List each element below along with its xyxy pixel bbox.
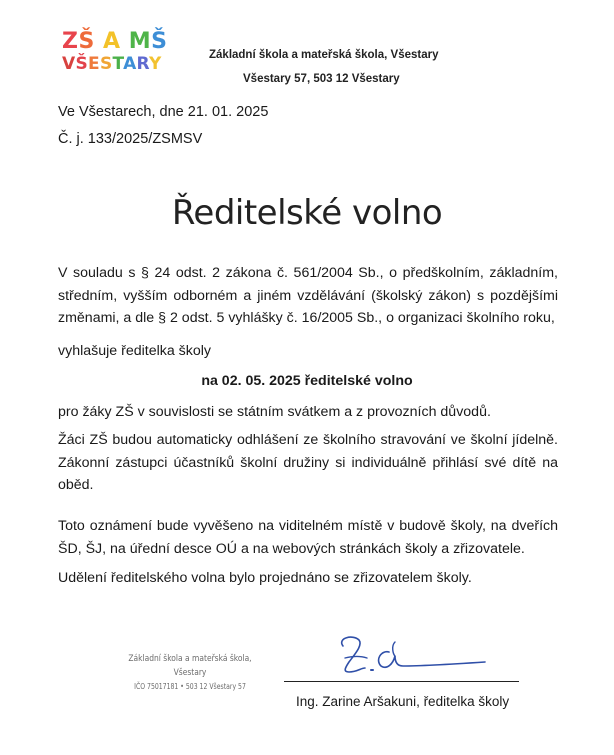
logo-letter: A [123,54,137,74]
logo-letter [121,29,129,54]
logo-letter: Š [151,29,168,54]
logo-letter: M [128,29,152,54]
logo-letter: S [99,54,113,74]
logo-letter: Y [149,54,162,74]
stamp-line-2: Všestary [173,667,207,678]
logo-letter: Š [78,29,95,54]
stamp-line-1: Základní škola a mateřská škola, [128,653,252,664]
publication-paragraph: Toto oznámení bude vyvěšeno na viditelném místě v budově školy, na dveřích ŠD, ŠJ, na úřední desce OÚ a na webových stránkách školy a zřizovatele. [58,518,558,557]
handwritten-signature-icon [335,632,505,682]
legal-basis-paragraph: V souladu s § 24 odst. 2 zákona č. 561/2004 Sb., o předškolním, základním, středním, vyšším odborném a jiném vzdělávání (školský zákon) s pozdějšími změnami, a dle § 2 odst. 5 vyhlášky č. 16/2005 Sb., o organizaci školního roku, [58,265,558,326]
holiday-date-highlight: na 02. 05. 2025 ředitelské volno [201,373,413,389]
reference-number: Č. j. 133/2025/ZSMSV [58,131,203,147]
school-logo [62,31,167,73]
logo-letter: E [88,54,100,74]
logo-line-2 [62,56,167,73]
logo-letter: Š [75,54,89,74]
signatory-name: Ing. Zarine Aršakuni, ředitelka školy [296,694,510,709]
logo-letter: R [136,54,149,74]
school-address: Všestary 57, 503 12 Všestary [243,73,400,85]
logo-letter: T [112,54,124,74]
signature-line [284,681,519,682]
logo-letter: A [102,29,121,54]
logo-letter: V [62,54,76,74]
document-title: Ředitelské volno [171,193,443,233]
logo-line-1 [62,31,167,53]
announcement-paragraph: vyhlašuje ředitelka školy [58,343,211,359]
school-stamp [112,652,268,694]
consultation-paragraph: Udělení ředitelského volna bylo projednáno se zřizovatelem školy. [58,570,472,586]
stamp-line-3: IČO 75017181 • 503 12 Všestary 57 [134,682,246,691]
school-name: Základní škola a mateřská škola, Všestary [209,49,439,61]
reason-paragraph: pro žáky ZŠ v souvislosti se státním svátkem a z provozních důvodů. [58,404,491,420]
date-line: Ve Všestarech, dne 21. 01. 2025 [58,104,269,120]
meals-paragraph: Žáci ZŠ budou automaticky odhlášení ze školního stravování ve školní jídelně. Zákonní zástupci účastníků školní družiny si individuálně přihlásí své dítě na oběd. [58,432,558,493]
logo-letter: Z [62,29,79,54]
logo-letter [95,29,103,54]
